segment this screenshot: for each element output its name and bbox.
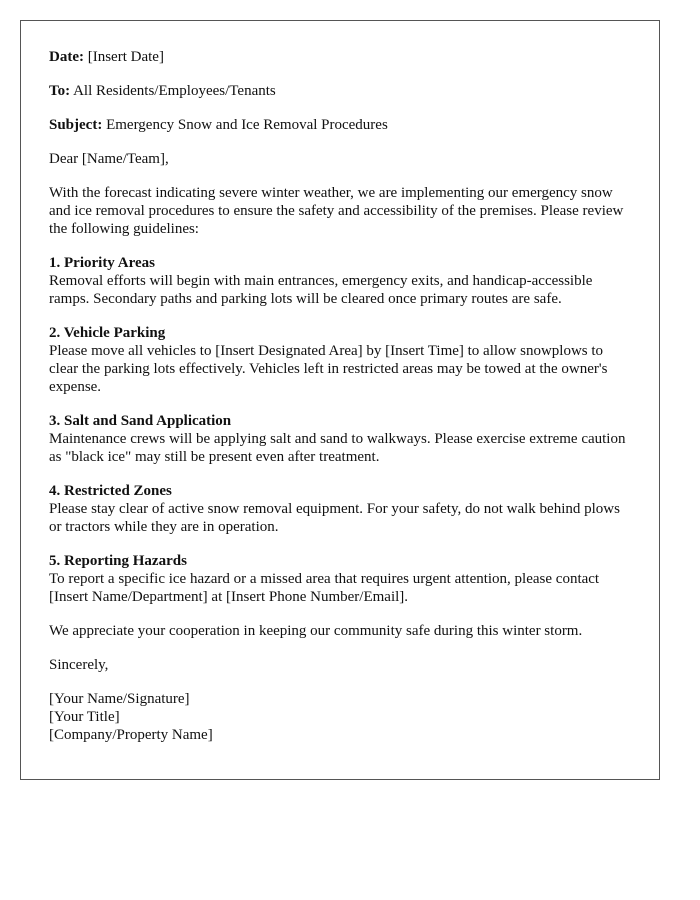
to-line	[49, 82, 631, 100]
section-title: 5. Reporting Hazards	[49, 553, 187, 569]
section-priority-areas	[49, 254, 631, 308]
signature-company: [Company/Property Name]	[49, 727, 213, 743]
signature-block	[49, 690, 631, 744]
date-value: [Insert Date]	[87, 49, 164, 65]
date-label: Date:	[49, 49, 84, 65]
section-title: 2. Vehicle Parking	[49, 325, 166, 341]
section-reporting-hazards	[49, 552, 631, 606]
subject-line	[49, 116, 631, 134]
closing-note: We appreciate your cooperation in keeping our community safe during this winter storm.	[49, 623, 583, 639]
section-salt-and-sand	[49, 412, 631, 466]
section-body: To report a specific ice hazard or a missed area that requires urgent attention, please contact [Insert Name/Department] at [Insert Phone Number/Email].	[49, 571, 600, 605]
section-title: 1. Priority Areas	[49, 255, 155, 271]
intro-paragraph: With the forecast indicating severe winter weather, we are implementing our emergency snow and ice removal procedures to ensure the safety and accessibility of the premises. Please review the following guidelines:	[49, 185, 624, 237]
sign-off: Sincerely,	[49, 657, 109, 673]
section-restricted-zones	[49, 482, 631, 536]
signature-name: [Your Name/Signature]	[49, 691, 190, 707]
date-line	[49, 48, 631, 66]
section-body: Maintenance crews will be applying salt and sand to walkways. Please exercise extreme caution as "black ice" may still be present even after treatment.	[49, 431, 626, 465]
subject-value: Emergency Snow and Ice Removal Procedures	[106, 117, 388, 133]
subject-label: Subject:	[49, 117, 103, 133]
salutation: Dear [Name/Team],	[49, 151, 169, 167]
to-value: All Residents/Employees/Tenants	[73, 83, 276, 99]
section-body: Removal efforts will begin with main entrances, emergency exits, and handicap-accessible ramps. Secondary paths and parking lots will be cleared once primary routes are safe.	[49, 273, 593, 307]
section-title: 4. Restricted Zones	[49, 483, 172, 499]
section-body: Please move all vehicles to [Insert Designated Area] by [Insert Time] to allow snowplows to clear the parking lots effectively. Vehicles left in restricted areas may be towed at the owner's expense.	[49, 343, 608, 395]
to-label: To:	[49, 83, 71, 99]
section-title: 3. Salt and Sand Application	[49, 413, 232, 429]
section-body: Please stay clear of active snow removal equipment. For your safety, do not walk behind plows or tractors while they are in operation.	[49, 501, 620, 535]
section-vehicle-parking	[49, 324, 631, 396]
signature-title: [Your Title]	[49, 709, 120, 725]
letter-document	[20, 20, 660, 780]
